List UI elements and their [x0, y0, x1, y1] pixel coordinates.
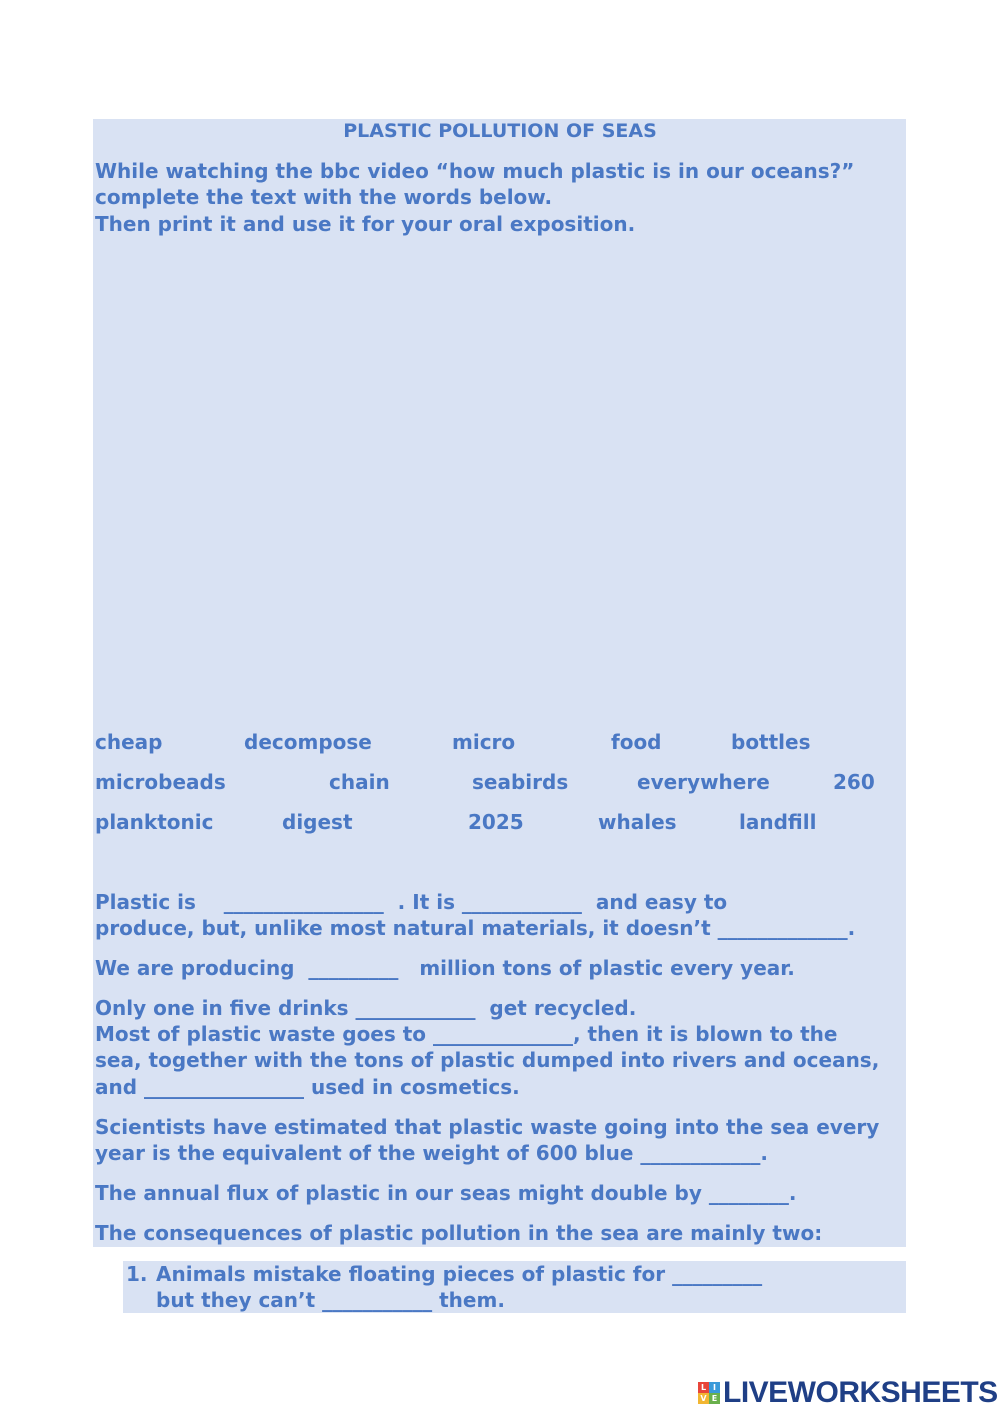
word-bank-item: bottles [731, 730, 811, 754]
page-title: PLASTIC POLLUTION OF SEAS [343, 120, 657, 142]
word-bank-item: landfill [739, 810, 817, 834]
instruction-line-2: complete the text with the words below. [95, 185, 553, 209]
word-bank-item: planktonic [95, 810, 214, 834]
word-bank-item: decompose [244, 730, 372, 754]
word-bank-item: seabirds [472, 770, 569, 794]
logo-text: LIVEWORKSHEETS [723, 1376, 998, 1409]
logo-icon-letter: I [709, 1382, 720, 1393]
text-line: Plastic is ________________ . It is ____________ and easy to [95, 890, 728, 914]
text-line: Scientists have estimated that plastic waste going into the sea every [95, 1115, 880, 1139]
word-bank-item: 2025 [468, 810, 524, 834]
text-line: year is the equivalent of the weight of 600 blue ____________. [95, 1141, 769, 1165]
instruction-line-1: While watching the bbc video “how much plastic is in our oceans?” [95, 159, 855, 183]
list-item-line: but they can’t ___________ them. [156, 1288, 505, 1312]
word-bank-item: micro [452, 730, 516, 754]
word-bank-item: whales [598, 810, 677, 834]
list-item-line: Animals mistake floating pieces of plastic for _________ [156, 1262, 763, 1286]
text-line: We are producing _________ million tons of plastic every year. [95, 956, 795, 980]
logo-icon-letter: E [709, 1393, 720, 1404]
word-bank-item: 260 [833, 770, 875, 794]
word-bank-item: everywhere [637, 770, 770, 794]
text-line: The annual flux of plastic in our seas might double by ________. [95, 1181, 797, 1205]
word-bank-item: food [611, 730, 662, 754]
text-line: The consequences of plastic pollution in the sea are mainly two: [95, 1221, 823, 1245]
list-number: 1. [126, 1262, 148, 1286]
word-bank-item: chain [329, 770, 390, 794]
text-line: and ________________ used in cosmetics. [95, 1075, 520, 1099]
word-bank-item: microbeads [95, 770, 226, 794]
liveworksheets-icon [698, 1382, 720, 1404]
text-line: sea, together with the tons of plastic dumped into rivers and oceans, [95, 1048, 880, 1072]
text-line: produce, but, unlike most natural materials, it doesn’t _____________. [95, 916, 856, 940]
logo-icon-letter: V [698, 1393, 709, 1404]
text-line: Only one in five drinks ____________ get recycled. [95, 996, 637, 1020]
text-line: Most of plastic waste goes to ______________, then it is blown to the [95, 1022, 838, 1046]
logo-icon-letter: L [698, 1382, 709, 1393]
word-bank-item: cheap [95, 730, 163, 754]
instruction-line-3: Then print it and use it for your oral exposition. [95, 212, 636, 236]
word-bank-item: digest [282, 810, 353, 834]
liveworksheets-logo[interactable] [698, 1376, 998, 1410]
